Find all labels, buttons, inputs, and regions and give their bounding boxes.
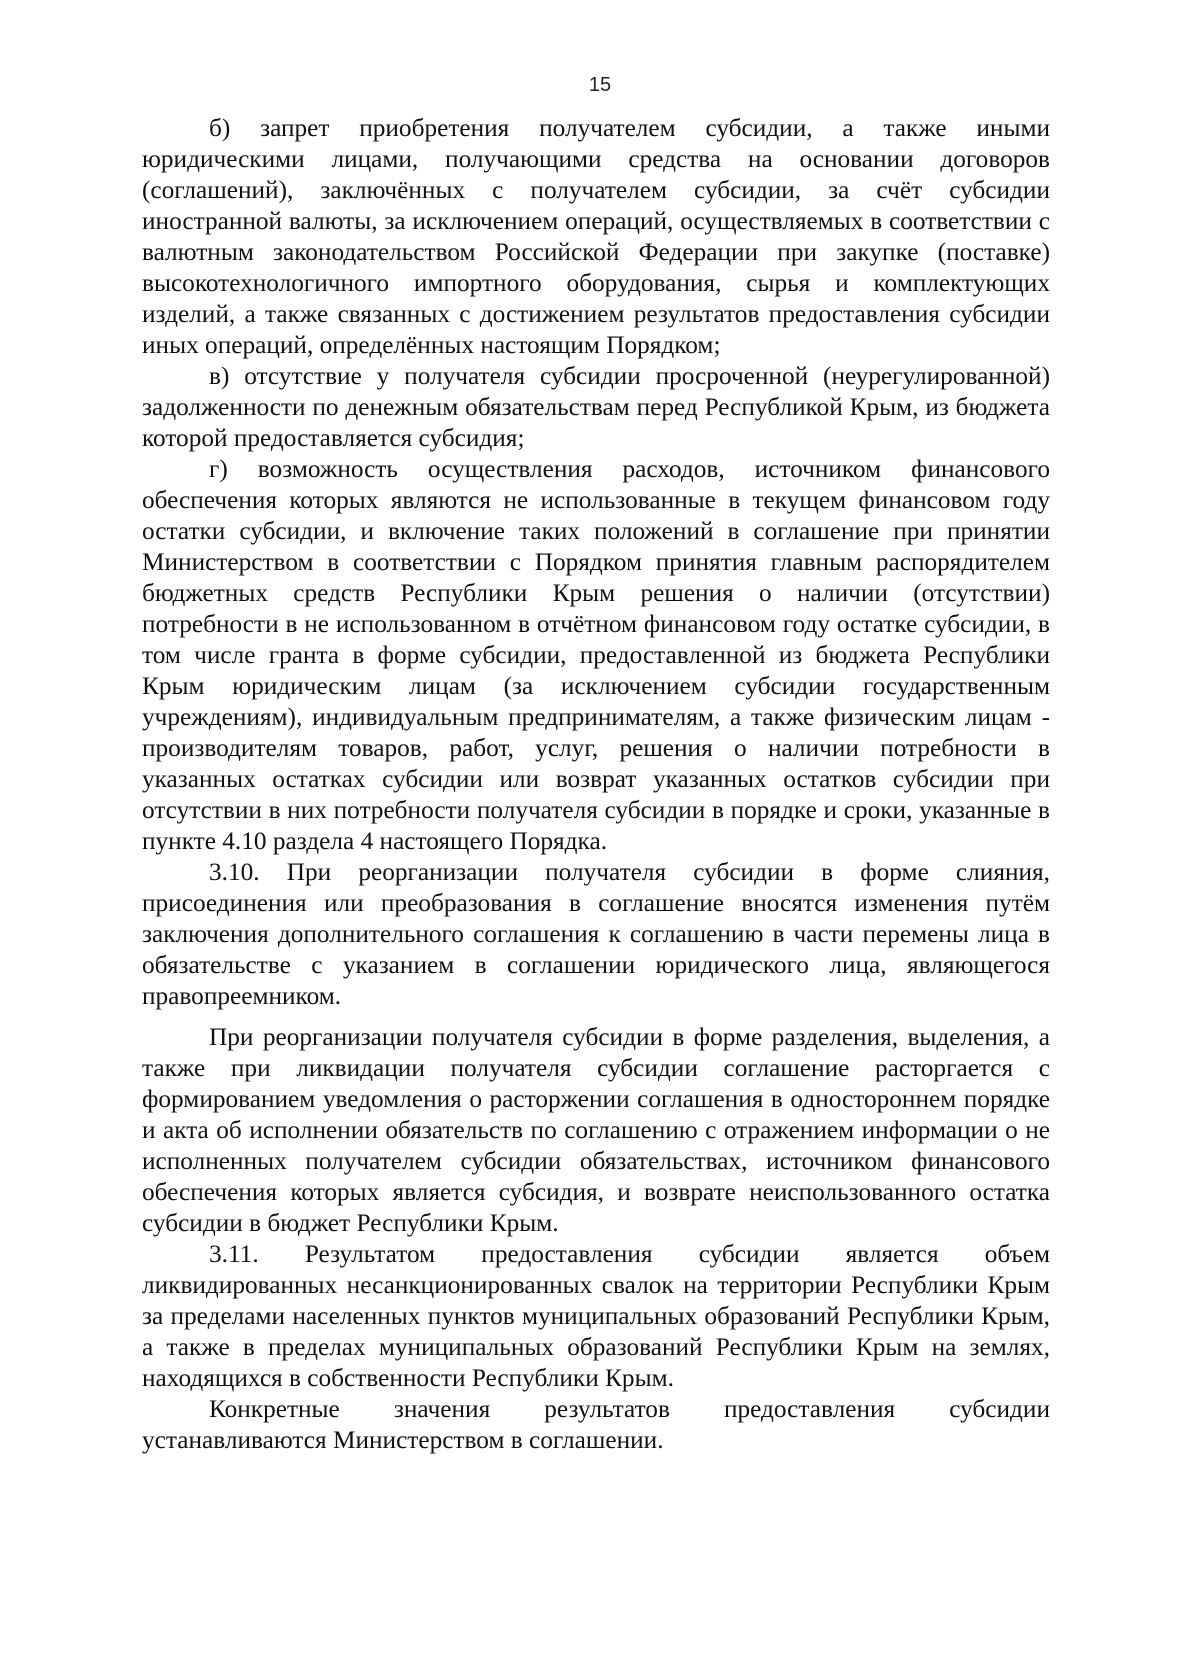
paragraph-section-3-11: 3.11. Результатом предоставления субсидии является объем ликвидированных несанкционированных свалок на территории Республики Крым за пределами населенных пунктов муниципальных образований Республики Крым, а также в пределах муниципальных образований Республики Крым на землях, находящихся в собственности Республики Крым. xyxy=(142,1240,1050,1392)
document-body xyxy=(142,113,1050,1456)
paragraph-clause-v: в) отсутствие у получателя субсидии просроченной (неурегулированной) задолженности по денежным обязательствам перед Республикой Крым, из бюджета которой предоставляется субсидия; xyxy=(142,362,1050,452)
paragraph-result-values: Конкретные значения результатов предоставления субсидии устанавливаются Министерством в соглашении. xyxy=(142,1395,1050,1454)
page-number: 15 xyxy=(588,74,612,96)
paragraph-clause-g: г) возможность осуществления расходов, источником финансового обеспечения которых являются не использованные в текущем финансовом году остатки субсидии, и включение таких положений в соглашение при принятии Министерством в соответствии с Порядком принятия главным распорядителем бюджетных средств Республики Крым решения о наличии (отсутствии) потребности в не использованном в отчётном финансовом году остатке субсидии, в том числе гранта в форме субсидии, предоставленной из бюджета Республики Крым юридическим лицам (за исключением субсидии государственным учреждениям), индивидуальным предпринимателям, а также физическим лицам - производителям товаров, работ, услуг, решения о наличии потребности в указанных остатках субсидии или возврат указанных остатков субсидии при отсутствии в них потребности получателя субсидии в порядке и сроки, указанные в пункте 4.10 раздела 4 настоящего Порядка. xyxy=(142,455,1050,855)
paragraph-clause-b: б) запрет приобретения получателем субсидии, а также иными юридическими лицами, получающими средства на основании договоров (соглашений), заключённых с получателем субсидии, за счёт субсидии иностранной валюты, за исключением операций, осуществляемых в соответствии с валютным законодательством Российской Федерации при закупке (поставке) высокотехнологичного импортного оборудования, сырья и комплектующих изделий, а также связанных с достижением результатов предоставления субсидии иных операций, определённых настоящим Порядком; xyxy=(142,114,1050,359)
paragraph-reorganization-division: При реорганизации получателя субсидии в форме разделения, выделения, а также при ликвидации получателя субсидии соглашение расторгается с формированием уведомления о расторжении соглашения в одностороннем порядке и акта об исполнении обязательств по соглашению с отражением информации о не исполненных получателем субсидии обязательствах, источником финансового обеспечения которых является субсидия, и возврате неиспользованного остатка субсидии в бюджет Республики Крым. xyxy=(142,1023,1050,1237)
paragraph-section-3-10: 3.10. При реорганизации получателя субсидии в форме слияния, присоединения или преобразования в соглашение вносятся изменения путём заключения дополнительного соглашения к соглашению в части перемены лица в обязательстве с указанием в соглашении юридического лица, являющегося правопреемником. xyxy=(142,858,1050,1010)
